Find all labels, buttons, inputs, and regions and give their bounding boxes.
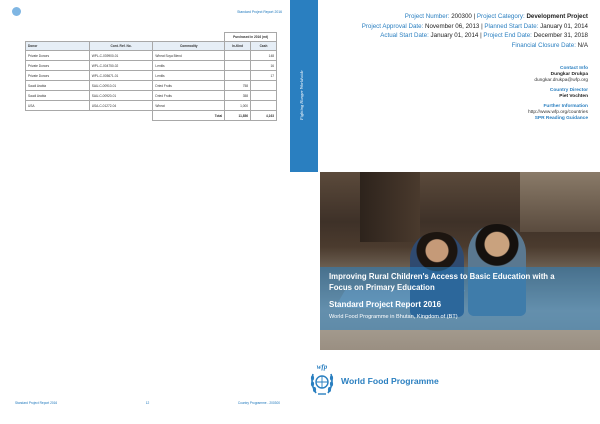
side-band bbox=[290, 0, 318, 172]
info-separator: | bbox=[479, 22, 485, 30]
table-cell: Lentils bbox=[153, 61, 225, 71]
cover-photo bbox=[320, 172, 600, 350]
svg-text:wfp: wfp bbox=[316, 363, 328, 371]
info-label: Project Number: bbox=[404, 13, 450, 20]
info-separator: | bbox=[471, 13, 477, 20]
table-cell: Dried Fruits bbox=[153, 81, 225, 91]
info-separator: | bbox=[478, 32, 484, 39]
table-row bbox=[26, 51, 277, 61]
table-row bbox=[26, 71, 277, 81]
info-label: Financial Closure Date: bbox=[511, 41, 576, 49]
col-inkind: In-Kind bbox=[225, 42, 251, 51]
table-row bbox=[26, 101, 277, 111]
col-cash: Cash bbox=[251, 42, 277, 51]
info-line bbox=[362, 31, 588, 41]
info-label: Project Approval Date: bbox=[361, 22, 424, 30]
table-cell: 148 bbox=[251, 51, 277, 61]
col-donor: Donor bbox=[26, 42, 90, 51]
table-cell: SAU-C-00920-01 bbox=[89, 91, 153, 101]
table-cell: 1,000 bbox=[225, 101, 251, 111]
info-value: January 01, 2014 bbox=[540, 22, 588, 30]
info-label: Planned Start Date: bbox=[484, 22, 539, 30]
page-number: 12 bbox=[145, 401, 150, 405]
info-line bbox=[362, 41, 588, 51]
info-line bbox=[362, 12, 588, 22]
table-cell: Wheat bbox=[153, 101, 225, 111]
footer-project: Country Programme - 200300 bbox=[237, 401, 280, 405]
footer-title: Standard Project Report 2016 bbox=[15, 401, 58, 405]
table-row bbox=[26, 81, 277, 91]
table-row bbox=[26, 61, 277, 71]
table-cell: 16 bbox=[251, 61, 277, 71]
table-cell: Saudi Arabia bbox=[26, 91, 90, 101]
info-value: December 31, 2018 bbox=[533, 32, 588, 39]
table-cell bbox=[251, 101, 277, 111]
col-commodity: Commodity bbox=[153, 42, 225, 51]
wfp-logo-text: World Food Programme bbox=[341, 376, 439, 386]
wfp-wreath-icon bbox=[308, 362, 336, 398]
report-title: Improving Rural Children's Access to Basic Education with a Focus on Primary Education bbox=[329, 272, 555, 292]
table-cell bbox=[225, 71, 251, 81]
group-header: Purchased in 2016 (mt) bbox=[225, 33, 277, 42]
info-label: Project End Date: bbox=[483, 32, 532, 39]
table-cell bbox=[225, 61, 251, 71]
left-footer bbox=[15, 401, 280, 407]
info-value: November 06, 2013 bbox=[425, 22, 480, 30]
table-cell: Private Donors bbox=[26, 51, 90, 61]
donor-table bbox=[25, 32, 277, 121]
contact-email[interactable]: dungkar.drukpa@wfp.org bbox=[534, 78, 588, 83]
report-subtitle: Standard Project Report 2016 bbox=[329, 300, 442, 309]
table-cell: Private Donors bbox=[26, 61, 90, 71]
contact-name: Dungkar Drukpa bbox=[550, 72, 588, 77]
total-label: Total bbox=[153, 111, 225, 121]
report-org: World Food Programme in Bhutan, Kingdom of (BT) bbox=[329, 314, 458, 320]
table-cell: Private Donors bbox=[26, 71, 90, 81]
info-value: N/A bbox=[577, 41, 588, 49]
director-name: Piet Vochten bbox=[559, 94, 588, 99]
table-cell: 358 bbox=[225, 91, 251, 101]
table-cell: SAU-C-00910-01 bbox=[89, 81, 153, 91]
info-value: Development Project bbox=[526, 13, 588, 20]
table-cell bbox=[251, 91, 277, 101]
table-row bbox=[26, 91, 277, 101]
info-label: Project Category: bbox=[476, 13, 525, 20]
director-head: Country Director bbox=[549, 88, 588, 93]
table-cell: WPL-C-039900-01 bbox=[89, 51, 153, 61]
further-head: Further Information bbox=[543, 104, 588, 109]
table-cell bbox=[225, 51, 251, 61]
table-cell: Dried Fruits bbox=[153, 91, 225, 101]
table-cell: 17 bbox=[251, 71, 277, 81]
running-head: Standard Project Report 2016 bbox=[237, 10, 282, 14]
wfp-logo bbox=[308, 358, 468, 406]
table-cell: WPL-C-005671-01 bbox=[89, 71, 153, 81]
table-cell: Wheat Soya Blend bbox=[153, 51, 225, 61]
side-band-text: Fighting Hunger Worldwide bbox=[299, 70, 304, 120]
table-cell: USA-C-01272-04 bbox=[89, 101, 153, 111]
table-cell bbox=[251, 81, 277, 91]
info-value: January 01, 2014 bbox=[430, 32, 479, 39]
total-inkind: 11,856 bbox=[225, 111, 251, 121]
contacts bbox=[528, 62, 588, 122]
table-cell: USA bbox=[26, 101, 90, 111]
project-info bbox=[362, 12, 588, 50]
contact-head: Contact Info bbox=[560, 66, 588, 71]
info-line bbox=[362, 22, 588, 32]
info-value: 200300 bbox=[451, 13, 472, 20]
table-cell: WPL-C-004750-02 bbox=[89, 61, 153, 71]
table-cell: Saudi Arabia bbox=[26, 81, 90, 91]
col-ref: Cont. Ref. No. bbox=[89, 42, 153, 51]
total-row bbox=[26, 111, 277, 121]
further-url[interactable]: http://www.wfp.org/countries bbox=[528, 110, 588, 115]
info-label: Actual Start Date: bbox=[380, 32, 429, 39]
total-cash: 4,163 bbox=[251, 111, 277, 121]
table-cell: 758 bbox=[225, 81, 251, 91]
reading-guidance-link[interactable]: SPR Reading Guidance bbox=[534, 116, 588, 121]
left-page bbox=[0, 0, 290, 424]
wfp-emblem-icon bbox=[12, 7, 21, 16]
table-cell: Lentils bbox=[153, 71, 225, 81]
right-page bbox=[290, 0, 600, 424]
